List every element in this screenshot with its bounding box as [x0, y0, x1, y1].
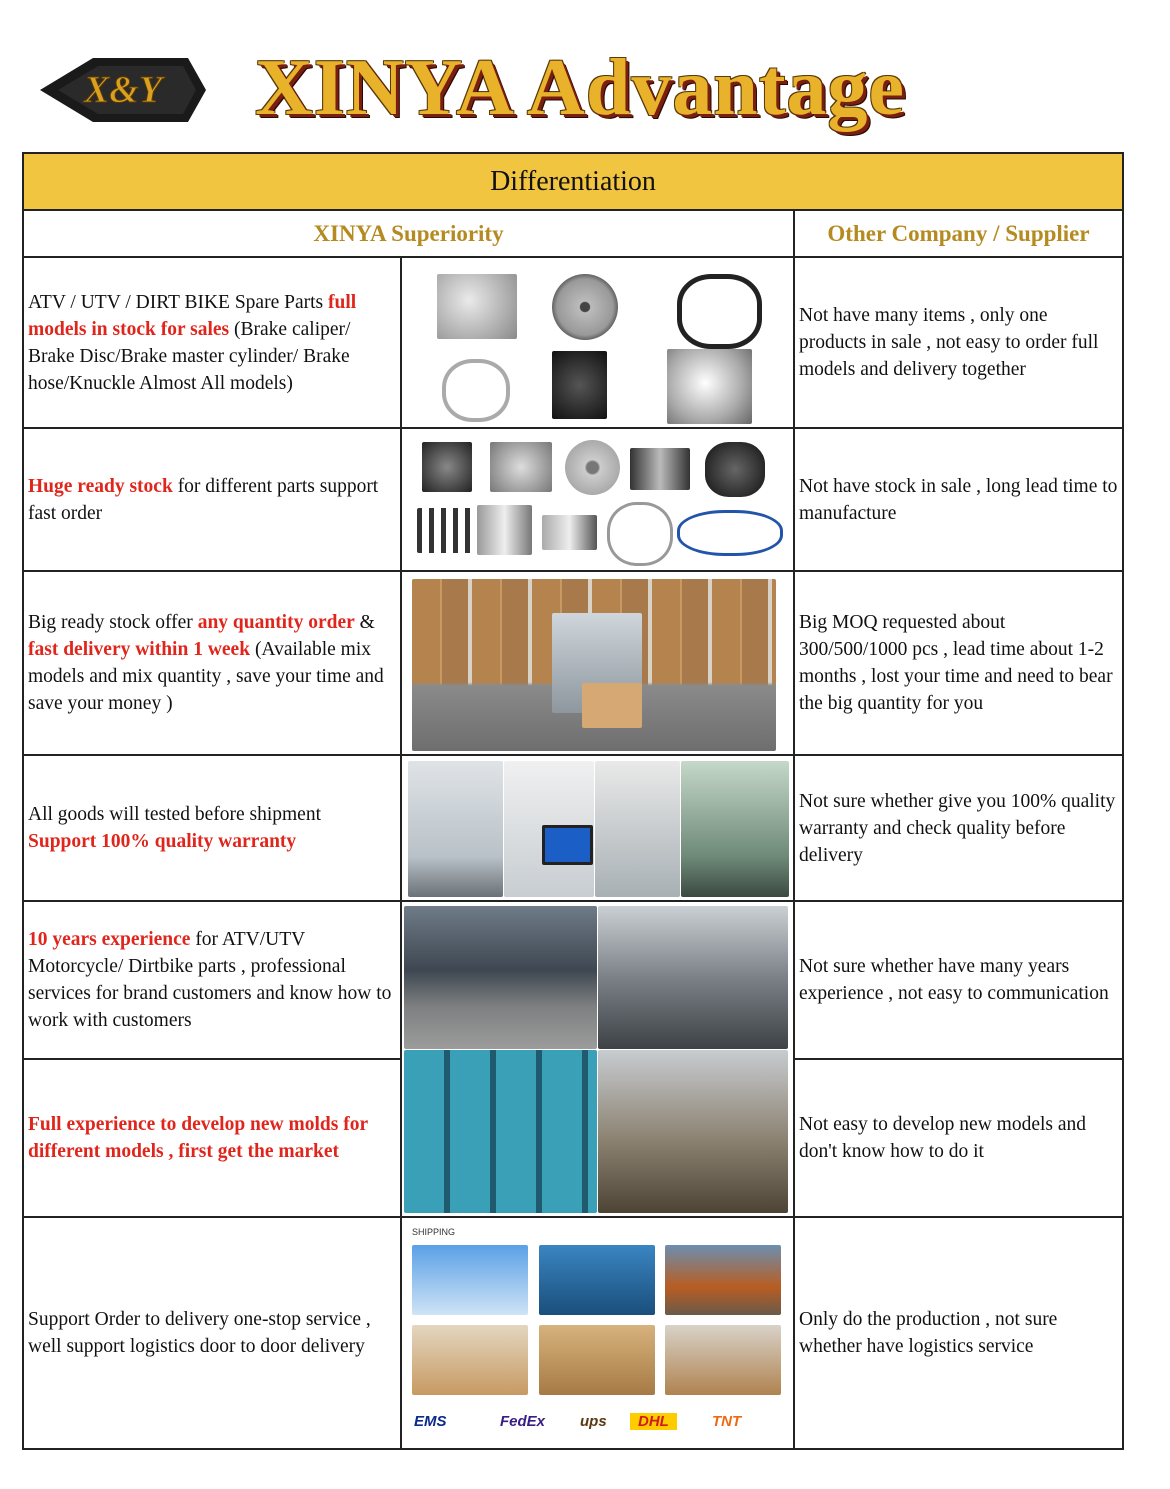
row-1-other-text: Not have many items , only one products in sale , not easy to order full models and delivery together: [794, 257, 1123, 428]
logo-text: X&Y: [83, 69, 163, 111]
row-7-xinya-text: Support Order to delivery one-stop service , well support logistics door to door delivery: [23, 1217, 401, 1449]
row-7-image: [401, 1217, 794, 1449]
shipping-label: SHIPPING: [412, 1227, 456, 1237]
row-6-other-text: Not easy to develop new models and don't know how to do it: [794, 1059, 1123, 1217]
row-4-image: [401, 755, 794, 901]
carrier-tnt: TNT: [712, 1413, 742, 1430]
row-2-other-text: Not have stock in sale , long lead time to manufacture: [794, 428, 1123, 571]
row-4-xinya-text: All goods will tested before shipment Support 100% quality warranty: [23, 755, 401, 901]
row-5-xinya-text: 10 years experience for ATV/UTV Motorcycle/ Dirtbike parts , professional services for brand customers and know how to work with customers: [23, 901, 401, 1059]
row-6-xinya-text: Full experience to develop new molds for different models , first get the market: [23, 1059, 401, 1217]
carrier-ems: EMS: [414, 1413, 447, 1430]
other-column-header: Other Company / Supplier: [794, 210, 1123, 257]
carrier-logos: [412, 1407, 782, 1439]
row-1-image: [401, 257, 794, 428]
row-4-other-text: Not sure whether give you 100% quality warranty and check quality before delivery: [794, 755, 1123, 901]
page-title: XINYA Advantage: [255, 44, 905, 132]
row-5-other-text: Not sure whether have many years experience , not easy to communication: [794, 901, 1123, 1059]
xinya-column-header: XINYA Superiority: [23, 210, 794, 257]
row-3-other-text: Big MOQ requested about 300/500/1000 pcs , lead time about 1-2 months , lost your time and need to bear the big quantity for you: [794, 571, 1123, 755]
carrier-fedex: FedEx: [500, 1413, 546, 1430]
row-2-xinya-text: Huge ready stock for different parts support fast order: [23, 428, 401, 571]
row-5-6-image: [401, 901, 794, 1217]
differentiation-table: [22, 152, 1124, 1450]
row-3-xinya-text: Big ready stock offer any quantity order & fast delivery within 1 week (Available mix models and mix quantity , save your time and save your money ): [23, 571, 401, 755]
row-7-other-text: Only do the production , not sure whether have logistics service: [794, 1217, 1123, 1449]
brand-logo: [38, 50, 208, 130]
section-title: Differentiation: [23, 153, 1123, 210]
carrier-dhl: DHL: [630, 1413, 677, 1430]
row-3-image: [401, 571, 794, 755]
carrier-ups: ups: [580, 1413, 607, 1430]
row-1-xinya-text: ATV / UTV / DIRT BIKE Spare Parts full models in stock for sales (Brake caliper/ Brake Disc/Brake master cylinder/ Brake hose/Knuckle Almost All models): [23, 257, 401, 428]
row-2-image: [401, 428, 794, 571]
